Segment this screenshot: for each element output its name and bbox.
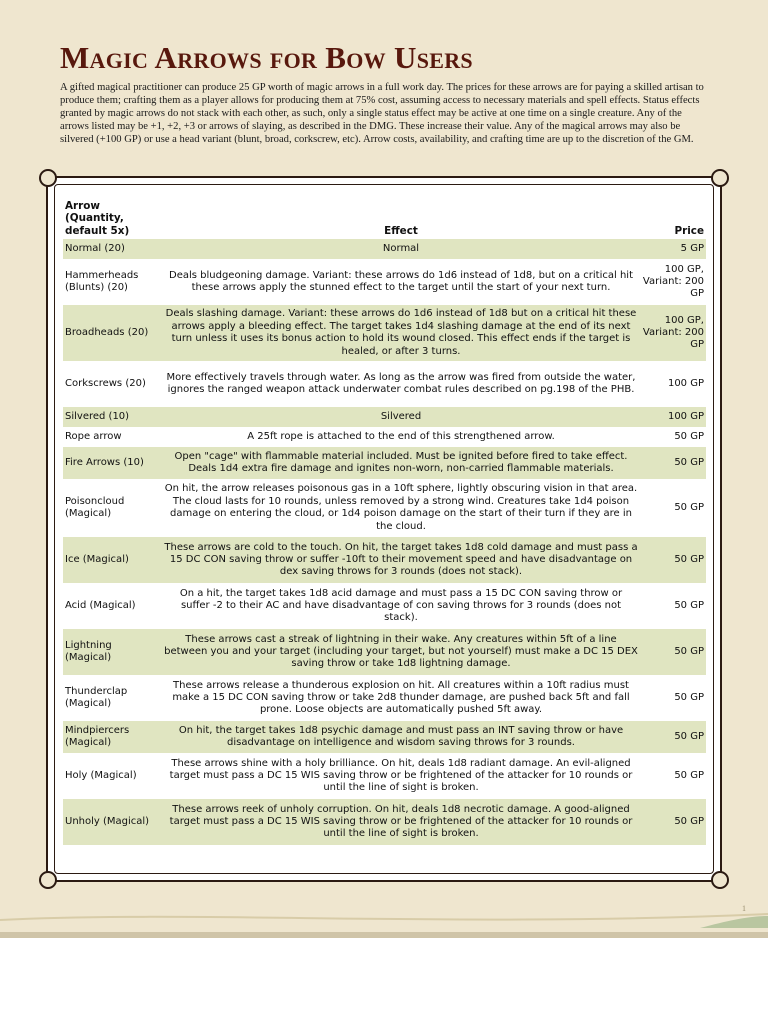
arrow-price: 50 GP bbox=[640, 721, 706, 753]
arrow-effect: These arrows release a thunderous explosion on hit. All creatures within a 10ft radius must make a 15 DC CON saving throw or take 2d8 thunder damage, are pushed back 5ft and fall prone. Loose objects are automatically pushed 5ft away. bbox=[172, 679, 630, 716]
intro-paragraph: A gifted magical practitioner can produce 25 GP worth of magic arrows in a full work day. The prices for these arrows are for paying a skilled artisan to produce them; crafting them as a player allows for producing them at 75% cost, assuming access to necessary materials and spell effects. Status effects granted by magic arrows do not stack with each other, as such, only a single status effect may be active at one time on a single creature. Any of the arrows listed may be +1, +2, +3 or arrows of slaying, as described in the DMG. These increase their value. Any of the magical arrows may also be silvered (+100 GP) or use a head variant (blunt, broad, corkscrew, etc). Arrow costs, availability, and crafting time are up to the discretion of the GM. bbox=[60, 82, 704, 145]
frame-corner-ornament bbox=[711, 169, 729, 187]
table-row bbox=[63, 537, 706, 583]
header-effect: Effect bbox=[384, 224, 418, 237]
table-row bbox=[63, 675, 706, 721]
arrow-name: Broadheads (20) bbox=[63, 305, 162, 361]
frame-corner-ornament bbox=[39, 871, 57, 889]
page-title: Magic Arrows for Bow Users bbox=[60, 40, 473, 75]
arrow-name: Normal (20) bbox=[63, 239, 162, 259]
arrow-price: 50 GP bbox=[674, 692, 704, 704]
table-row bbox=[63, 259, 706, 305]
arrow-name: Hammerheads (Blunts) (20) bbox=[65, 269, 139, 294]
arrow-price: 50 GP bbox=[674, 431, 704, 443]
table-row bbox=[63, 361, 706, 407]
arrow-price: 50 GP bbox=[640, 799, 706, 845]
arrow-effect: Deals slashing damage. Variant: these arrows do 1d6 instead of 1d8 but on a critical hit these arrows apply a bleeding effect. The target takes 1d4 slashing damage at the end of its next turn unless it uses its bonus action to hold its wound closed. This effect ends if the target is healed, or after 3 turns. bbox=[162, 305, 640, 361]
arrow-name: Silvered (10) bbox=[63, 407, 162, 427]
table-header-row bbox=[63, 198, 706, 239]
table-row bbox=[63, 479, 706, 537]
table-row bbox=[63, 583, 706, 629]
table-row bbox=[63, 239, 706, 259]
arrow-price: 50 GP bbox=[640, 537, 706, 583]
arrow-price: 50 GP bbox=[640, 447, 706, 479]
table-row bbox=[63, 799, 706, 845]
arrow-price: 50 GP bbox=[674, 502, 704, 514]
footer-ornament bbox=[0, 906, 768, 928]
arrow-name: Fire Arrows (10) bbox=[63, 447, 162, 479]
arrow-effect: These arrows shine with a holy brilliance. On hit, deals 1d8 radiant damage. An evil-aligned target must pass a DC 15 WIS saving throw or be frightened of the attacker for 10 rounds or until the line of sight is broken. bbox=[169, 757, 633, 794]
arrow-price: 50 GP bbox=[674, 600, 704, 612]
arrow-effect: Open "cage" with flammable material included. Must be ignited before fired to take effect. Deals 1d4 extra fire damage and ignites non-worn, non-carried flammable materials. bbox=[162, 447, 640, 479]
arrow-name: Poisoncloud (Magical) bbox=[65, 495, 125, 520]
arrow-effect: Silvered bbox=[162, 407, 640, 427]
arrow-price: 5 GP bbox=[640, 239, 706, 259]
arrow-effect: Deals bludgeoning damage. Variant: these arrows do 1d6 instead of 1d8, but on a critical hit these arrows apply the stunned effect to the target until the start of your next turn. bbox=[169, 269, 633, 294]
table-row bbox=[63, 721, 706, 753]
arrow-name: Ice (Magical) bbox=[63, 537, 162, 583]
arrow-effect: On hit, the target takes 1d8 psychic damage and must pass an INT saving throw or have disadvantage on intelligence and wisdom saving throws for 3 rounds. bbox=[162, 721, 640, 753]
arrow-price: 100 GP, Variant: 200 GP bbox=[640, 305, 706, 361]
frame-corner-ornament bbox=[39, 169, 57, 187]
arrow-name: Unholy (Magical) bbox=[63, 799, 162, 845]
arrow-price: 100 GP, Variant: 200 GP bbox=[642, 263, 704, 300]
table-row bbox=[63, 447, 706, 479]
table-row bbox=[63, 427, 706, 447]
arrow-price: 100 GP bbox=[667, 378, 704, 390]
magic-arrows-table bbox=[63, 198, 706, 845]
arrow-name: Acid (Magical) bbox=[65, 600, 136, 612]
arrow-name: Corkscrews (20) bbox=[65, 378, 146, 390]
table-row bbox=[63, 753, 706, 799]
arrow-effect: Normal bbox=[162, 239, 640, 259]
arrow-effect: On hit, the arrow releases poisonous gas in a 10ft sphere, lightly obscuring vision in that area. The cloud lasts for 10 rounds, unless removed by a strong wind. Creatures take 1d4 poison damage on entering the cloud, or 1d4 poison damage on the start of their turn if they are in the cloud. bbox=[164, 483, 638, 532]
arrow-price: 100 GP bbox=[640, 407, 706, 427]
arrow-effect: More effectively travels through water. As long as the arrow was fired from outside the water, ignores the ranged weapon attack underwater combat rules described on pg.198 of the PHB. bbox=[166, 371, 636, 396]
arrow-price: 50 GP bbox=[674, 770, 704, 782]
arrow-effect: On a hit, the target takes 1d8 acid damage and must pass a 15 DC CON saving throw or suffer -2 to their AC and have disadvantage of con saving throws for 3 rounds (does not stack). bbox=[179, 587, 623, 624]
arrow-name: Lightning (Magical) bbox=[63, 629, 162, 675]
frame-corner-ornament bbox=[711, 871, 729, 889]
table-row bbox=[63, 305, 706, 361]
arrow-effect: These arrows reek of unholy corruption. On hit, deals 1d8 necrotic damage. A good-aligned target must pass a DC 15 WIS saving throw or be frightened of the attacker for 10 rounds or until the line of sight is broken. bbox=[162, 799, 640, 845]
header-arrow: Arrow (Quantity, default 5x) bbox=[65, 200, 130, 237]
arrow-effect: A 25ft rope is attached to the end of this strengthened arrow. bbox=[247, 431, 555, 443]
table-row bbox=[63, 629, 706, 675]
header-price: Price bbox=[674, 224, 704, 237]
arrow-effect: These arrows are cold to the touch. On hit, the target takes 1d8 cold damage and must pass a 15 DC CON saving throw or suffer -10ft to their movement speed and have disadvantage on dex saving throws for 3 rounds (does not stack). bbox=[162, 537, 640, 583]
table-row bbox=[63, 407, 706, 427]
arrow-price: 50 GP bbox=[640, 629, 706, 675]
arrow-name: Mindpiercers (Magical) bbox=[63, 721, 162, 753]
arrow-effect: These arrows cast a streak of lightning in their wake. Any creatures within 5ft of a line between you and your target (including your target, but not yourself) must make a DC 15 DEX saving throw or take 1d8 lightning damage. bbox=[162, 629, 640, 675]
page-number: 1 bbox=[742, 904, 746, 913]
arrow-name: Holy (Magical) bbox=[65, 770, 137, 782]
arrow-name: Rope arrow bbox=[65, 431, 122, 443]
arrow-name: Thunderclap (Magical) bbox=[65, 685, 128, 710]
